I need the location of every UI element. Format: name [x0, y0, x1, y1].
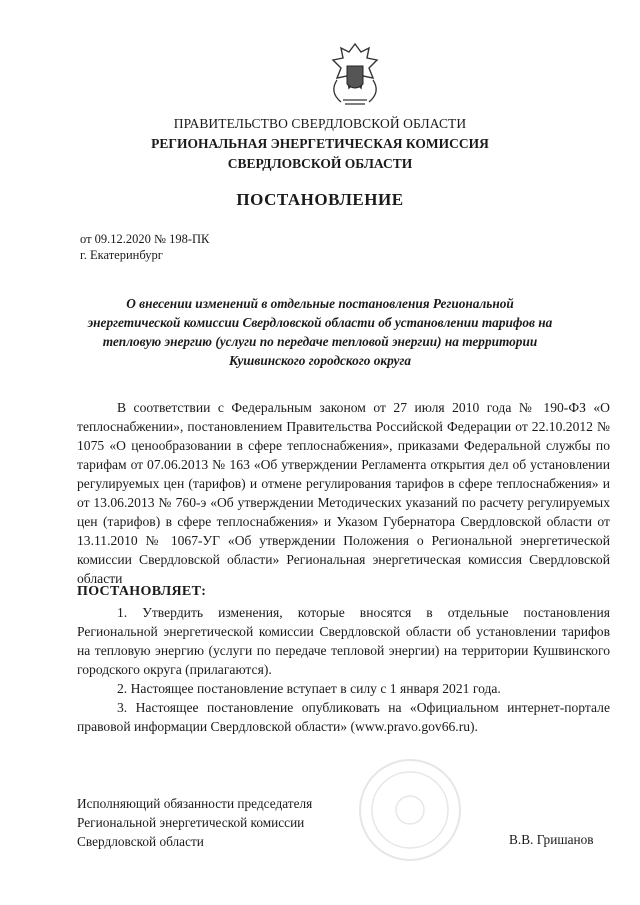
- document-date-number: от 09.12.2020 № 198-ПК: [80, 232, 210, 246]
- signatory-title: [77, 794, 312, 851]
- decree-item-3: 3. Настоящее постановление опубликовать на «Официальном интернет-портале правовой информации Свердловской области» (www.pravo.gov66.ru).: [77, 700, 610, 734]
- signatory-title-line: Региональной энергетической комиссии: [77, 815, 305, 830]
- decree-item-2: 2. Настоящее постановление вступает в силу с 1 января 2021 года.: [117, 681, 501, 696]
- signatory-name: В.В. Гришанов: [509, 832, 594, 847]
- org-line-region: СВЕРДЛОВСКОЙ ОБЛАСТИ: [227, 156, 413, 171]
- preamble-paragraph: В соответствии с Федеральным законом от 27 июля 2010 года № 190-ФЗ «О теплоснабжении», постановлением Правительства Российской Федерации от 22.10.2012 № 1075 «О ценообразовании в сфере теплоснабжения», приказами Федеральной службы по тарифам от 07.06.2013 № 163 «Об утверждении Регламента открытия дел об установлении регулируемых цен (тарифов) и отмене регулирования тарифов в сфере теплоснабжения» и от 13.06.2013 № 760-э «Об утверждении Методических указаний по расчету регулируемых цен (тарифов) в сфере теплоснабжения» и Указом Губернатора Свердловской области от 13.11.2010 № 1067-УГ «Об утверждении Положения о Региональной энергетической комиссии Свердловской области» Региональная энергетическая комиссия Свердловской области: [77, 400, 610, 586]
- coat-of-arms-icon: [325, 40, 385, 110]
- org-line-government: ПРАВИТЕЛЬСТВО СВЕРДЛОВСКОЙ ОБЛАСТИ: [173, 116, 467, 131]
- decree-item-1: 1. Утвердить изменения, которые вносятся в отдельные постановления Региональной энергетической комиссии Свердловской области об установлении тарифов на тепловую энергию (услуги по передаче тепловой энергии) на территории Кушвинского городского округа (прилагаются).: [77, 605, 610, 677]
- preamble-block: [77, 398, 610, 588]
- decree-items: [77, 603, 610, 736]
- signatory-title-line: Исполняющий обязанности председателя: [77, 796, 313, 811]
- decree-heading: ПОСТАНОВЛЯЕТ:: [77, 584, 207, 599]
- document-subject: О внесении изменений в отдельные постановления Региональной энергетической комиссии Свердловской области об установлении тарифов на тепловую энергию (услуги по передаче тепловой энергии) на территории Кушвинского городского округа: [87, 296, 553, 368]
- official-stamp: [355, 755, 465, 865]
- document-city: г. Екатеринбург: [80, 248, 163, 262]
- org-line-commission: РЕГИОНАЛЬНАЯ ЭНЕРГЕТИЧЕСКАЯ КОМИССИЯ: [151, 136, 489, 151]
- document-type-title: ПОСТАНОВЛЕНИЕ: [236, 190, 404, 209]
- signatory-title-line: Свердловской области: [77, 834, 204, 849]
